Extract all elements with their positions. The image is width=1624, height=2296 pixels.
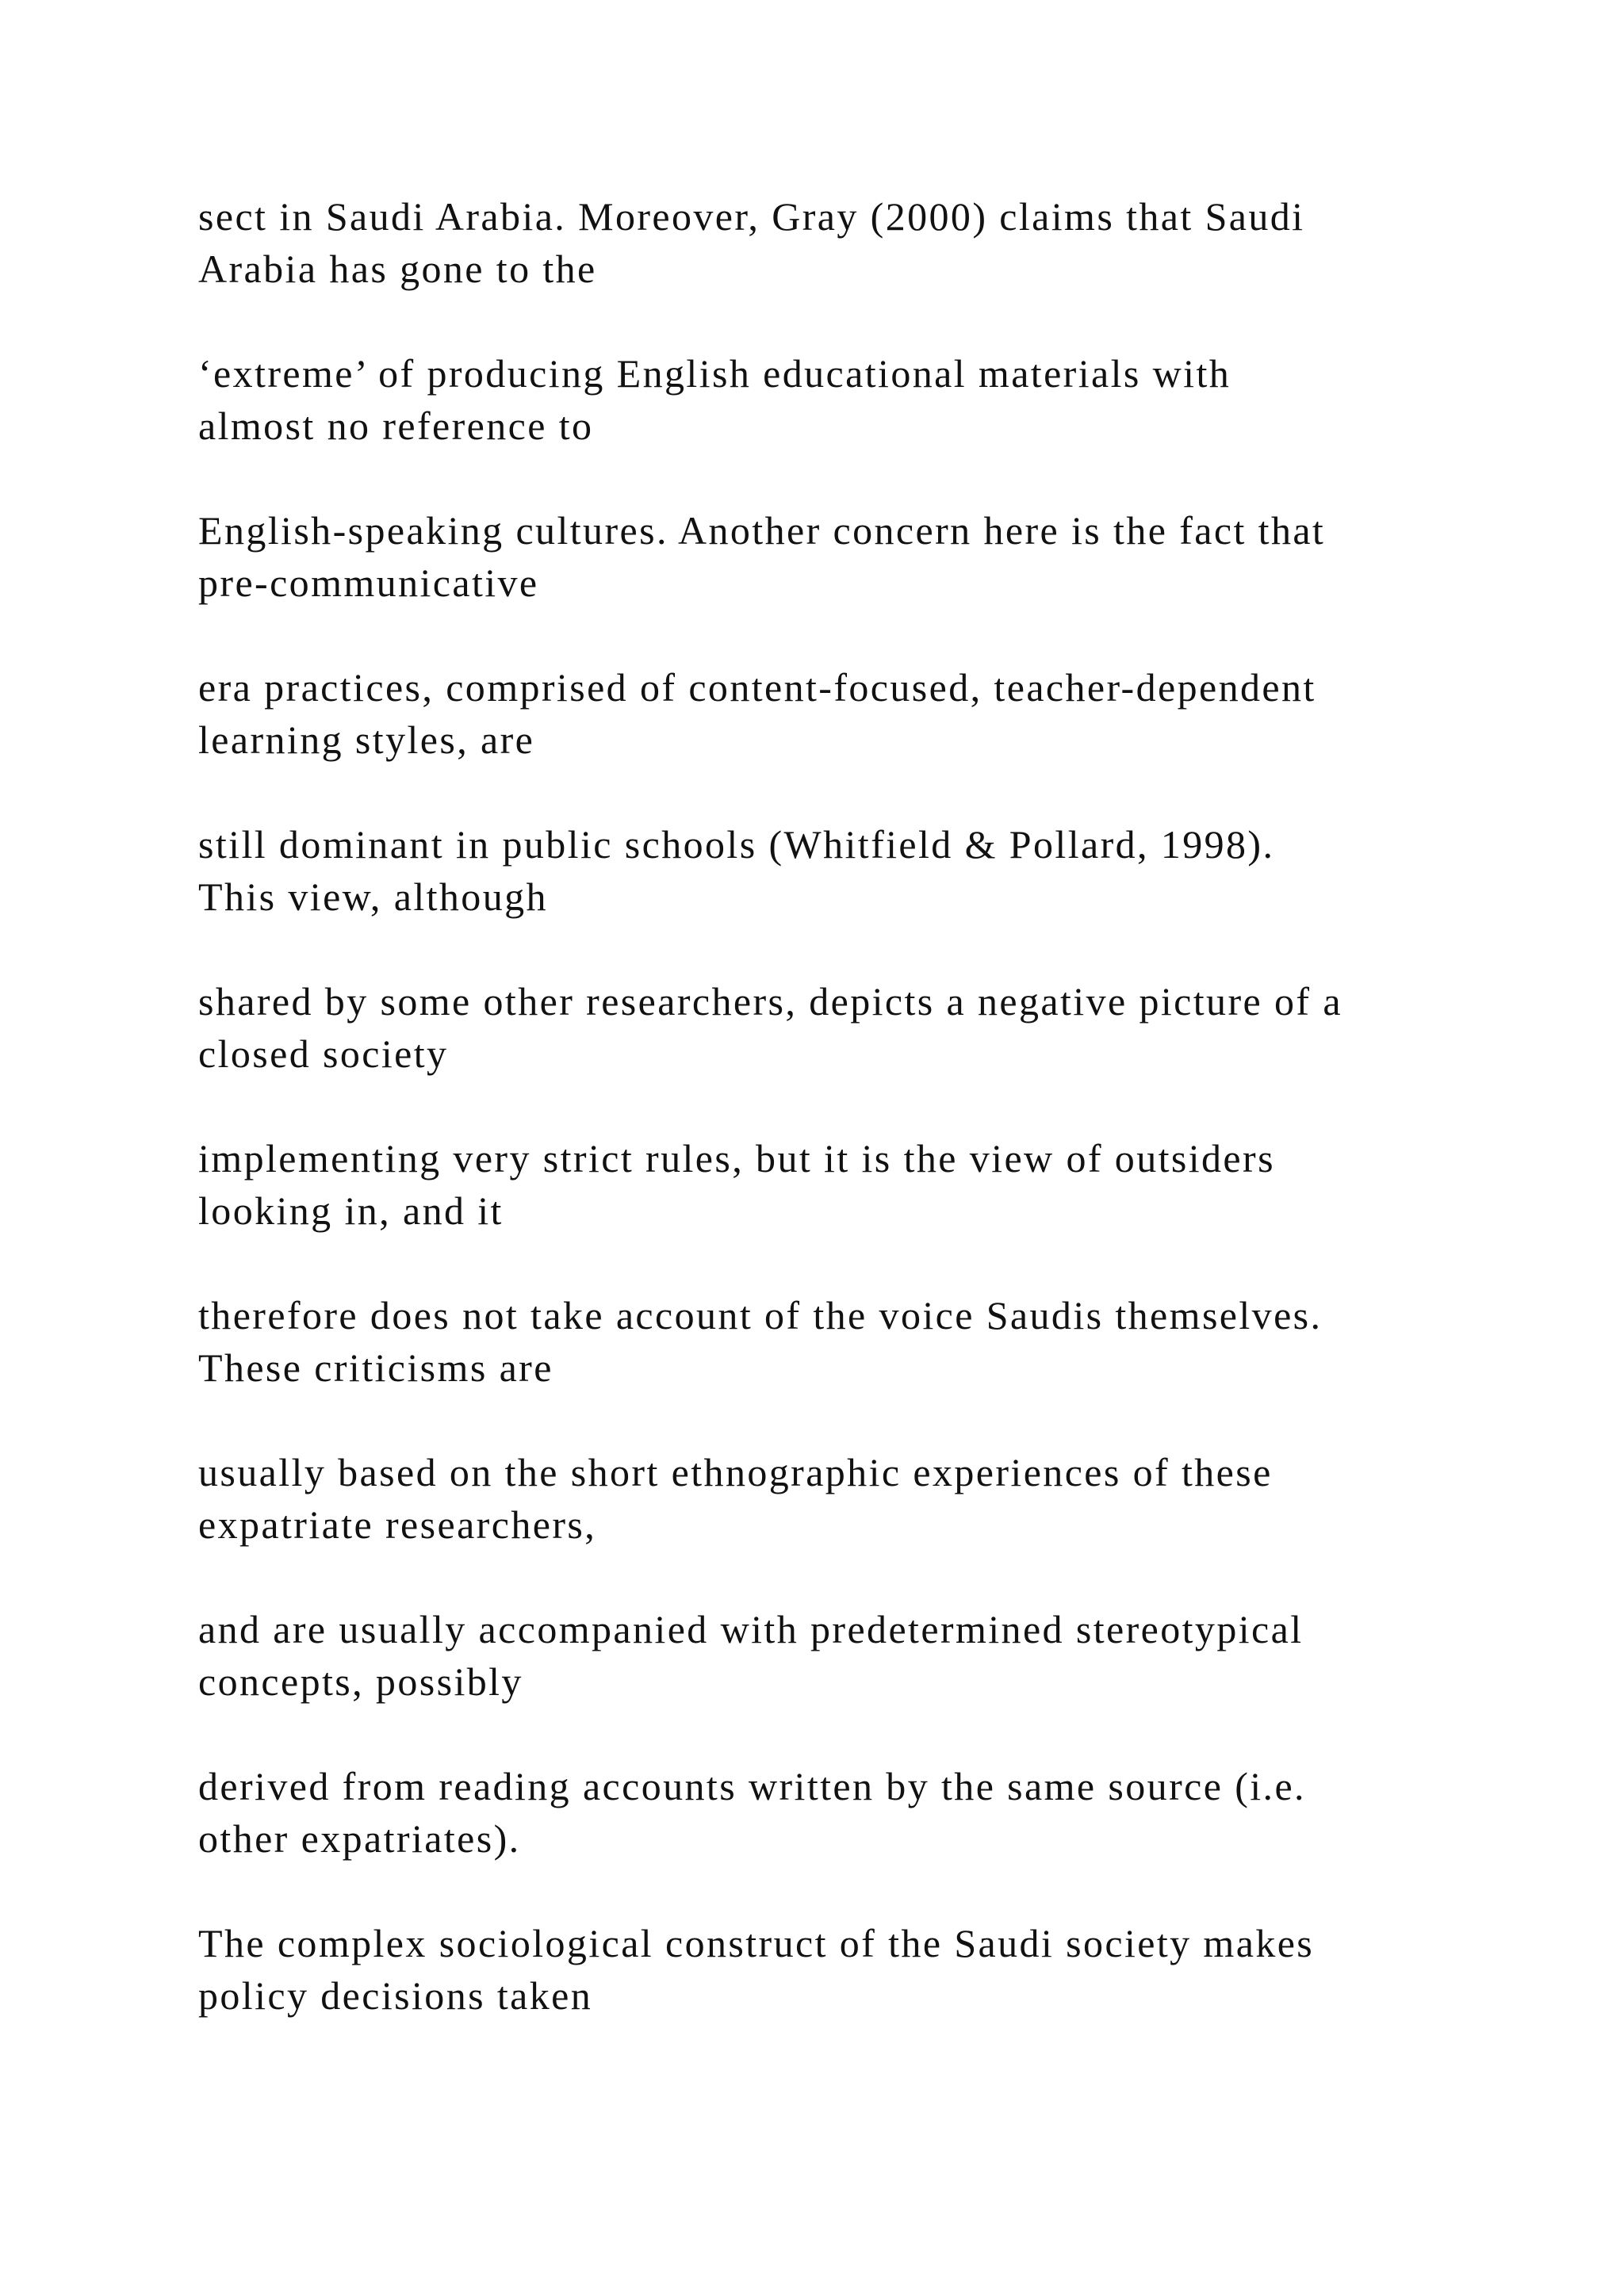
paragraph	[198, 1289, 1546, 1394]
text-line: policy decisions taken	[198, 1973, 593, 2018]
text-line: shared by some other researchers, depicts a negative picture of a	[198, 979, 1342, 1024]
paragraph	[198, 1603, 1546, 1708]
text-line: expatriate researchers,	[198, 1502, 597, 1547]
paragraph	[198, 975, 1546, 1080]
paragraph	[198, 1917, 1546, 2022]
text-line: This view, although	[198, 874, 548, 919]
text-line: era practices, comprised of content-focused, teacher-dependent	[198, 665, 1316, 710]
paragraph	[198, 661, 1546, 766]
text-line: learning styles, are	[198, 718, 535, 762]
text-line: almost no reference to	[198, 404, 594, 448]
text-line: and are usually accompanied with predetermined stereotypical	[198, 1607, 1304, 1651]
text-line: These criticisms are	[198, 1345, 553, 1390]
text-line: Arabia has gone to the	[198, 247, 597, 291]
body-text	[198, 190, 1546, 2074]
paragraph	[198, 504, 1546, 609]
text-line: usually based on the short ethnographic experiences of these	[198, 1450, 1273, 1494]
text-line: pre-communicative	[198, 561, 539, 605]
text-line: ‘extreme’ of producing English educational materials with	[198, 351, 1231, 396]
text-line: implementing very strict rules, but it is the view of outsiders	[198, 1136, 1275, 1181]
text-line: concepts, possibly	[198, 1659, 523, 1704]
text-line: other expatriates).	[198, 1816, 521, 1861]
text-line: sect in Saudi Arabia. Moreover, Gray (2000) claims that Saudi	[198, 194, 1305, 239]
paragraph	[198, 1760, 1546, 1865]
text-line: looking in, and it	[198, 1188, 504, 1233]
text-line: derived from reading accounts written by the same source (i.e.	[198, 1764, 1306, 1808]
paragraph	[198, 347, 1546, 452]
text-line: therefore does not take account of the voice Saudis themselves.	[198, 1293, 1323, 1337]
text-line: closed society	[198, 1031, 449, 1076]
paragraph	[198, 818, 1546, 923]
text-line: English-speaking cultures. Another concern here is the fact that	[198, 508, 1326, 553]
paragraph	[198, 190, 1546, 295]
paragraph	[198, 1132, 1546, 1237]
text-line: still dominant in public schools (Whitfield & Pollard, 1998).	[198, 822, 1275, 867]
paragraph	[198, 1446, 1546, 1551]
text-line: The complex sociological construct of the Saudi society makes	[198, 1921, 1315, 1965]
